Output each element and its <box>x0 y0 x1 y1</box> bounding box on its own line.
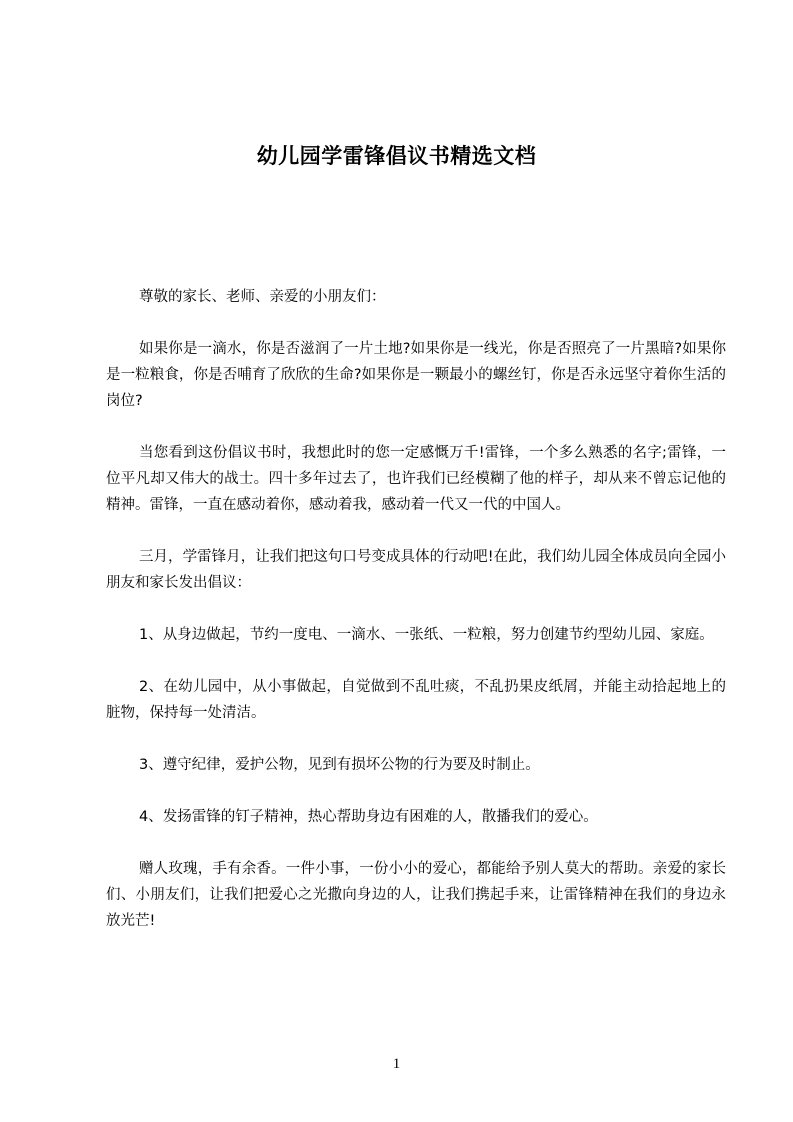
paragraph-lei-feng: 当您看到这份倡议书时，我想此时的您一定感慨万千!雷锋，一个多么熟悉的名字;雷锋，一位平凡却又伟大的战士。四十多年过去了，也许我们已经模糊了他的样子，却从来不曾忘记他的精神。雷锋，一直在感动着你，感动着我，感动着一代又一代的中国人。 <box>106 445 726 513</box>
proposal-item-3: 3、遵守纪律，爱护公物，见到有损坏公物的行为要及时制止。 <box>139 757 540 773</box>
proposal-item-4: 4、发扬雷锋的钉子精神，热心帮助身边有困难的人，散播我们的爱心。 <box>139 809 598 825</box>
page-number: 1 <box>392 1056 401 1072</box>
proposal-item-1: 1、从身边做起，节约一度电、一滴水、一张纸、一粒粮，努力创建节约型幼儿园、家庭。 <box>139 627 714 643</box>
proposal-item-2: 2、在幼儿园中，从小事做起，自觉做到不乱吐痰，不乱扔果皮纸屑，并能主动拾起地上的脏物，保持每一处清洁。 <box>106 679 726 721</box>
document-title: 幼儿园学雷锋倡议书精选文档 <box>256 144 537 168</box>
paragraph-closing: 赠人玫瑰，手有余香。一件小事，一份小小的爱心，都能给予别人莫大的帮助。亲爱的家长们、小朋友们，让我们把爱心之光撒向身边的人，让我们携起手来，让雷锋精神在我们的身边永放光芒! <box>106 861 726 929</box>
paragraph-proposal: 三月，学雷锋月，让我们把这句口号变成具体的行动吧!在此，我们幼儿园全体成员向全园小朋友和家长发出倡议： <box>106 549 726 591</box>
document-body <box>106 284 726 960</box>
paragraph-intro: 如果你是一滴水，你是否滋润了一片土地?如果你是一线光，你是否照亮了一片黑暗?如果你是一粒粮食，你是否哺育了欣欣的生命?如果你是一颗最小的螺丝钉，你是否永远坚守着你生活的岗位? <box>106 341 726 409</box>
greeting-paragraph: 尊敬的家长、老师、亲爱的小朋友们： <box>139 289 386 305</box>
